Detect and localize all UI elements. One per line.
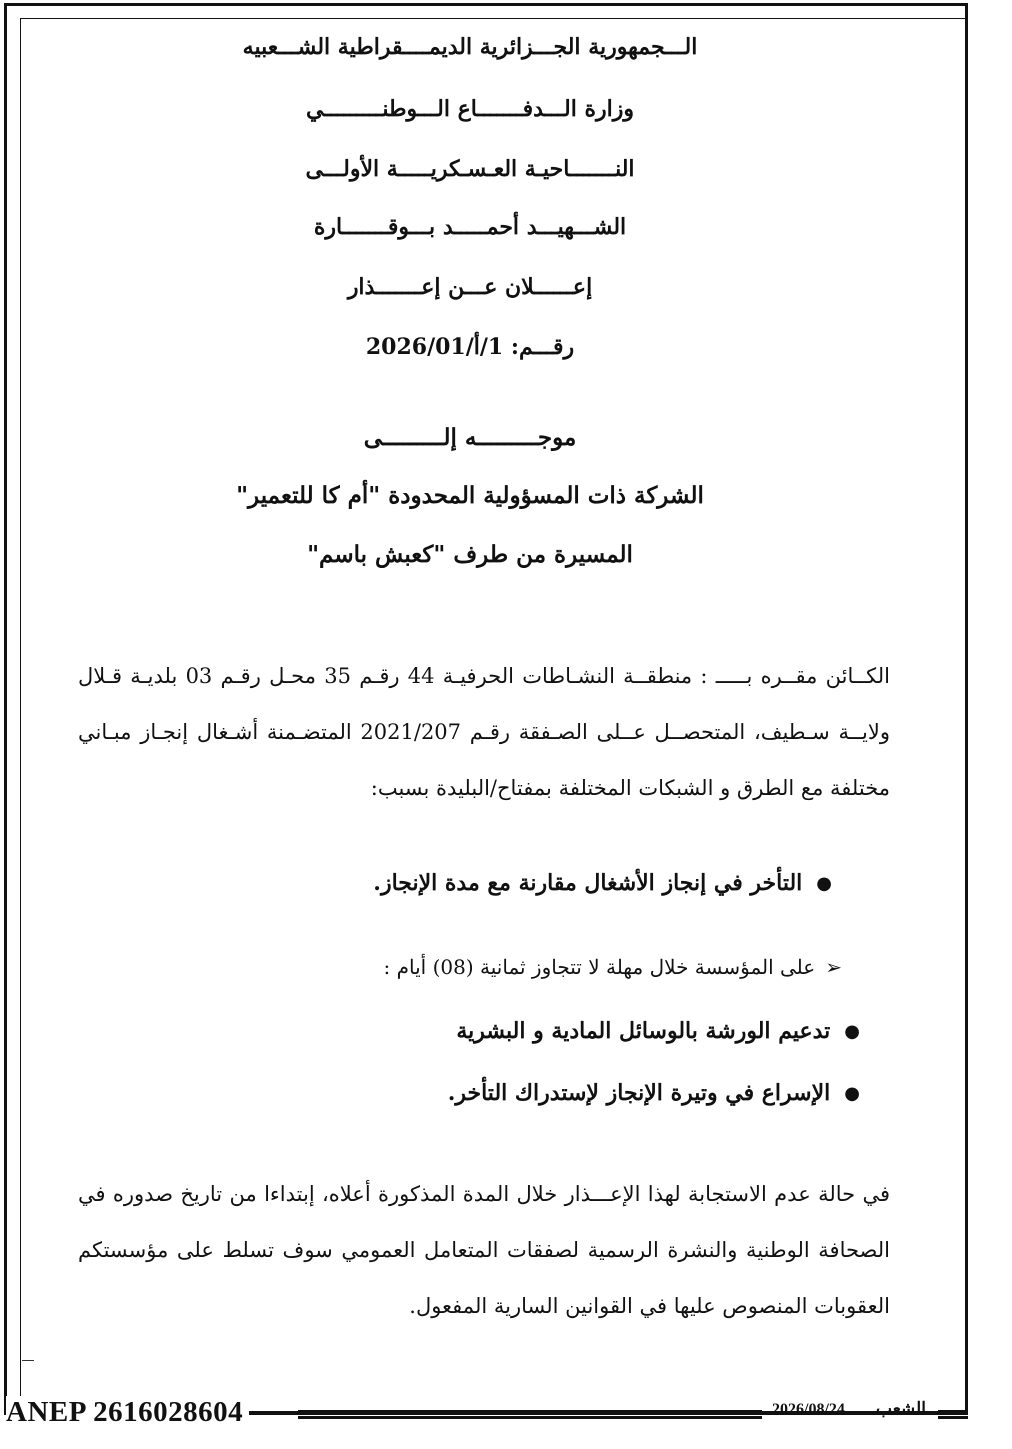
number-value: 1/أ/2026/01	[365, 334, 504, 360]
notice-title: إعــــــلان عـــن إعـــــــذار	[347, 274, 593, 300]
company-manager: المسيرة من طرف "كعبش باسم"	[307, 541, 633, 568]
requirement-intro	[384, 955, 842, 979]
bullet-icon: ●	[844, 1020, 860, 1042]
requirement-text: تدعيم الورشة بالوسائل المادية و البشرية	[456, 1018, 831, 1044]
bullet-icon: ●	[816, 872, 832, 894]
requirement-item	[456, 1018, 860, 1044]
reason-text: التأخر في إنجاز الأشغال مقارنة مع مدة الإنجاز.	[373, 870, 803, 896]
number-label: رقـــم:	[510, 334, 575, 360]
closing-paragraph: في حالة عدم الاستجابة لهذا الإعـــذار خلال المدة المذكورة أعلاه، إبتداءا من تاريخ صدوره في الصحافة الوطنية والنشرة الرسمية لصفقات المتعامل العمومي سوف تسلط على مؤسستكم العقوبات المنصوص عليها في القوانين السارية المفعول.	[78, 1182, 890, 1318]
company-name: الشركة ذات المسؤولية المحدودة "أم كا للتعمير"	[236, 482, 704, 509]
requirement-item	[448, 1080, 860, 1106]
newspaper-name: الشعب	[876, 1399, 926, 1419]
intro-paragraph: الكــائن مقــره بـــــ : منطقــة النشـاطات الحرفيـة 44 رقـم 35 محـل رقـم 03 بلديـة قـلال ولايــة سـطيف، المتحصــل عــلى الصـفقة رقـم 2021/207 المتضـمنة أشـغال إنجـاز مبـاني مختلفة مع الطرق و الشبكات المختلفة بمفتاح/البليدة بسبب:	[78, 664, 891, 800]
ministry-heading: وزارة الـــدفـــــــاع الـــوطنـــــــــي	[305, 96, 634, 122]
footer-rule-end	[938, 1410, 968, 1419]
reason-bullet	[373, 870, 832, 896]
anep-reference: ANEP 2616028604	[6, 1396, 249, 1429]
publication-date: 2026/08/24	[772, 1401, 845, 1418]
requirement-intro-text: على المؤسسة خلال مهلة لا تتجاوز ثمانية (08) أيام :	[383, 955, 816, 979]
requirement-text: الإسراع في وتيرة الإنجاز لإستدراك التأخر.	[447, 1080, 831, 1106]
notice-number	[180, 334, 760, 360]
stray-mark	[22, 1360, 34, 1361]
bullet-icon: ●	[844, 1082, 860, 1104]
region-heading: النـــــــاحيـة العـسـكريـــــة الأولـــى	[305, 156, 635, 182]
arrow-icon: ➢	[825, 955, 842, 979]
footer	[0, 1396, 1012, 1436]
martyr-heading: الشـــهيـــد أحمـــــد بـــوقـــــــارة	[313, 214, 627, 240]
republic-heading: الـــجمهورية الجـــزائرية الديمــــقراطية الشـــعبيه	[242, 34, 698, 60]
footer-rule	[298, 1410, 762, 1419]
addressed-to-label: موجـــــــــه إلـــــــــى	[363, 424, 577, 451]
